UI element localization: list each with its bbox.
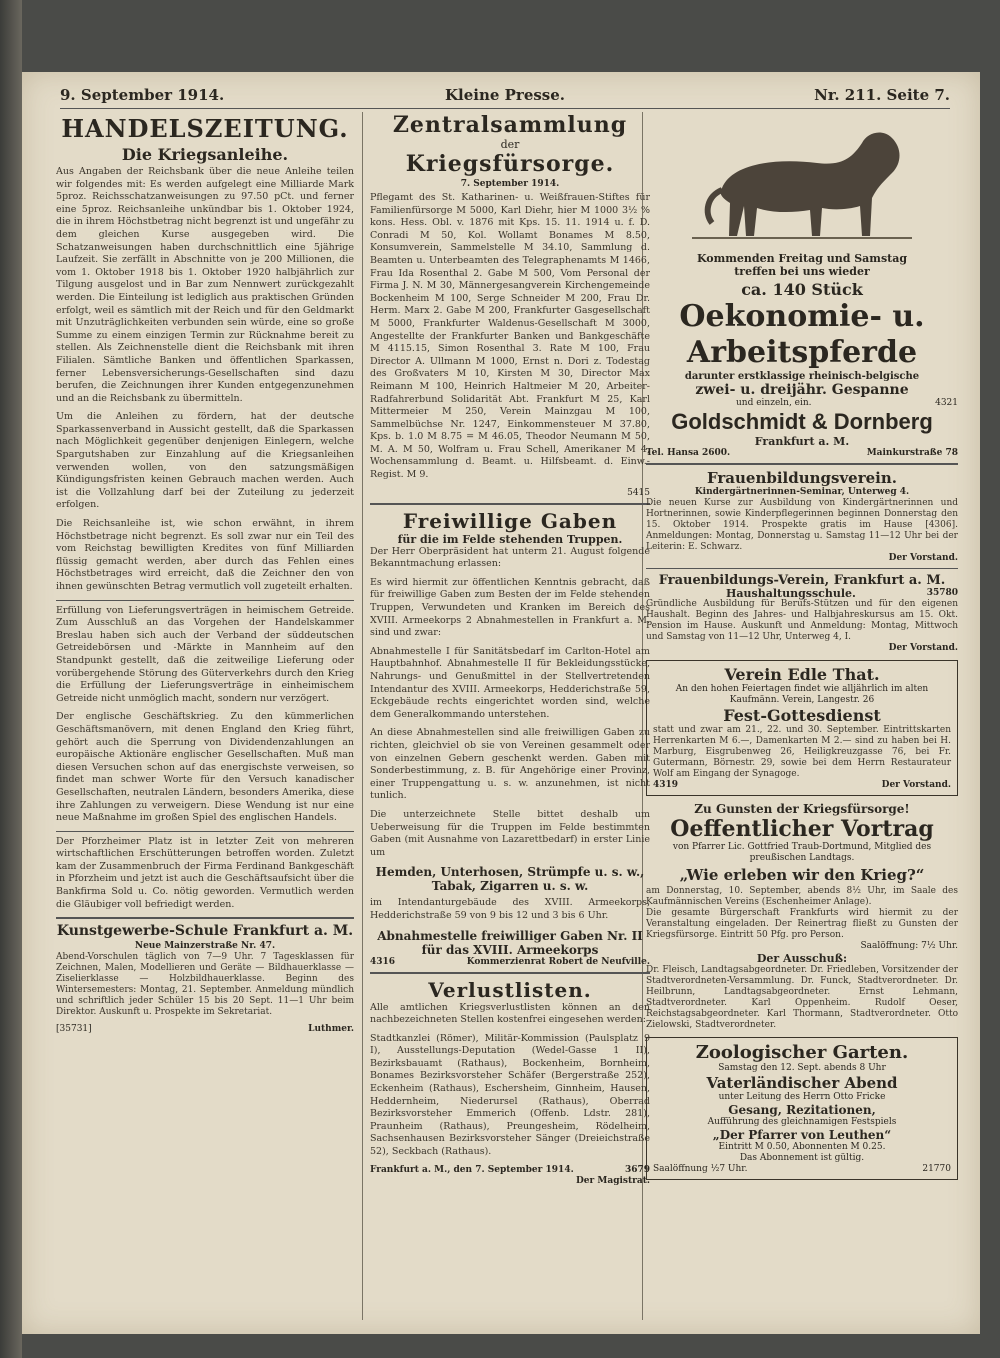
item-line: Tabak, Zigarren u. s. w. (431, 879, 589, 894)
section-title: Freiwillige Gaben (402, 508, 618, 533)
article-paragraph: Alle amtlichen Kriegsverlustlisten können an den nachbezeichneten Stellen kostenfrei eingesehen werden: (370, 1001, 650, 1026)
page-header (60, 86, 950, 109)
divider (646, 463, 958, 465)
book-binding (0, 0, 22, 1358)
ad-subtitle: Neue Mainzerstraße Nr. 47. (134, 941, 276, 952)
lecture-title: „Wie erleben wir den Krieg?“ (679, 866, 925, 884)
divider (56, 917, 354, 919)
signature-line: für das XVIII. Armeekorps (421, 942, 599, 957)
ad-text: Eintritt M 0.50, Abonnenten M 0.25. (718, 1142, 886, 1152)
section-date: 7. September 1914. (460, 179, 560, 189)
donation-list: Pflegamt des St. Katharinen- u. Weißfrauen-Stiftes für Familienfürsorge M 5000, Karl Diehr, hier M 1000 3½ % kons. Hess. Obl. v. 1876 mit Kps. 15. 11. 1914 u. f. D. Conradi M 50, Kol. Wollamt Bonames M 8.50, Konsumverein, Sammelstelle M 34.10, Sammlung d. Beamten u. Unterbeamten des Telegraphenamts M 1466, Frau Ida Rosenthal 2. Gabe M 500, Vom Personal der Firma J. N. M 30, Männergesangverein Kirchengemeinde Bockenheim M 100, Serge Schneider M 200, Frau Dr. Herm. Marx 2. Gabe M 200, Frankfurter Gasgesellschaft M 5000, Frankfurter Waldenus-Gesellschaft M 3000, Angestellte der Frankfurter Banken und Bankgeschäfte M 4115.15, Simon Rosenthal 3. Rate M 100, Frau Director A. Ullmann M 1000, Ernst n. Dori z. Todestag des Großvaters M 10, Kirsten M 30, Director Max Reimann M 100, Heinrich Haltmeier M 20, Arbeiter-Radfahrerbund Solidarität Abt. Frankfurt M 25, Karl Mittermeier M 250, Verein Mainzgau M 100, Sammelbüchse Nr. 1247, Einkommensteuer M 37.80, Kps. b. 1.0 M 8.75 = M 46.05, Theodor Neumann M 50, M. A. M 50, Wolfram u. Frau Schell, Amerikaner M 4, Wochensammlung d. Beamt. u. Hilfsbeamt. d. Einw.-Regist. M 9. (370, 192, 650, 481)
divider (56, 831, 354, 832)
divider (56, 600, 354, 601)
ad-firm: Goldschmidt & Dornberg (671, 409, 933, 434)
ad-line: darunter erstklassige rheinisch-belgische (684, 371, 920, 382)
ad-line: Kommenden Freitag und Samstag (696, 252, 908, 265)
section-title-connector: der (500, 138, 520, 151)
list-number: 5415 (627, 487, 650, 498)
divider (370, 972, 650, 974)
article-paragraph: Erfüllung von Lieferungsverträgen in heimischem Getreide. Zum Ausschluß an das Vorgehen der Handelskammer Breslau haben sich auch der Verband der süddeutschen Getreidebörsen und -Märkte in Mannheim auf den Standpunkt gestellt, daß die zeitweilige Lieferung oder vorübergehende Störung des Güterverkehrs durch den Krieg die Erfüllung der Lieferungsverträge in einheimischem Getreide nicht unmöglich macht, sondern nur verzögert. (56, 604, 354, 704)
ad-text: Aufführung des gleichnamigen Festspiels (707, 1117, 897, 1127)
ad-number: [35731] (56, 1024, 92, 1035)
article-paragraph: Der englische Geschäftskrieg. Zu den kümmerlichen Geschäftsmanövern, mit denen England den Krieg führt, gehört auch die Sperrung von Dividendenzahlungen an europäische Aktionäre englischer Gesellschaften. Muß man diesen Versuchen schon auf das energischste verweisen, so findet man schwer Worte für den Versuch kanadischer Gesellschaften, neutralen Ländern, besonders Amerika, diese ihre Zahlungen zu verweigern. Diese Wendung ist nur eine neue Maßnahme im großen Spiel des englischen Handels. (56, 711, 354, 824)
ad-title: Frauenbildungs-Verein, Frankfurt a. M. (658, 573, 946, 588)
ad-headline: Vaterländischer Abend (706, 1074, 898, 1092)
item-line: Hemden, Unterhosen, Strümpfe u. s. w., (375, 865, 645, 880)
committee-title: Der Ausschuß: (756, 952, 848, 965)
article-paragraph: Abnahmestelle I für Sanitätsbedarf im Carlton-Hotel am Hauptbahnhof. Abnahmestelle II für Bekleidungsstücke, Nahrungs- und Genußmittel in der Stellvertretenden Intendantur des XVIII. Armeekorps, Hedderichstraße 59, Eckgebäude rechts eingerichtet worden sind, welche dem Generalkommando unterstehen. (370, 645, 650, 720)
ad-address: Mainkurstraße 78 (866, 448, 958, 458)
article-paragraph: Der Herr Oberpräsident hat unterm 21. August folgende Bekanntmachung erlassen: (370, 545, 650, 570)
ad-title: Verein Edle That. (724, 665, 880, 684)
section-title: HANDELSZEITUNG. (61, 114, 349, 143)
ad-headline: Oeffentlicher Vortrag (670, 816, 934, 842)
ad-headline: Fest-Gottesdienst (723, 706, 881, 725)
ad-box-zoo (646, 1037, 958, 1180)
ad-city: Frankfurt a. M. (754, 435, 850, 448)
header-issue: Nr. 211. Seite 7. (814, 86, 950, 104)
ad-text: An den hohen Feiertagen findet wie alljährlich im alten Kaufmänn. Verein, Langestr. 26 (675, 684, 929, 705)
notice-date: Frankfurt a. M., den 7. September 1914. (370, 1164, 574, 1175)
ad-box-edle-that (646, 660, 958, 796)
article-paragraph: Um die Anleihen zu fördern, hat der deutsche Sparkassenverband in Aussicht gestellt, daß die Sparkassen nach Möglichkeit gegenüber denjenigen Einlegern, welche Spargutshaben zur Einzahlung auf die Kriegsanleihen verwenden wollen, von den satzungsmäßigen Kündigungsfristen keinen Gebrauch machen werden. Auch ist die Vollzahlung darf bei der Zuteilung zu jederzeit erfolgen. (56, 411, 354, 511)
ad-text: am Donnerstag, 10. September, abends 8½ Uhr, im Saale des Kaufmännischen Vereins (Eschenheimer Anlage). (646, 886, 958, 907)
column-divider (362, 112, 363, 1320)
ad-text: von Pfarrer Lic. Gottfried Traub-Dortmund, Mitglied des preußischen Landtags. (672, 842, 932, 863)
section-title: Kriegsfürsorge. (405, 151, 615, 177)
ad-text: Saalöffnung: 7½ Uhr. (860, 941, 958, 951)
ad-text: Gründliche Ausbildung für Berufs-Stützen und für den eigenen Haushalt. Beginn des Jahres- und Halbjahreskursus am 15. Okt. Pension im Hause. Auskunft und Anmeldung: Montag, Mittwoch und Samstag von 11—12 Uhr, Unterweg 4, I. (646, 599, 958, 642)
column-handelszeitung (56, 112, 354, 1320)
ad-signature: Luthmer. (308, 1024, 354, 1035)
ad-text: Abend-Vorschulen täglich von 7—9 Uhr. 7 Tagesklassen für Zeichnen, Malen, Modellieren und Geräte — Bildhauerklasse — Ziselierklasse — Holzbildhauerklasse. Beginn des Wintersemesters: Montag, 21. September. Anmeldung mündlich und schriftlich jeder Schüler 15 bis 20 Sept. 11—1 Uhr beim Direktor. Auskunft u. Prospekte im Sekretariat. (56, 952, 354, 1018)
article-paragraph: An diese Abnahmestellen sind alle freiwilligen Gaben zu richten, gleichviel ob sie von Vereinen gesammelt oder von einzelnen Gebern geschenkt werden. Gaben mit Sonderbestimmung, z. B. für Angehörige einer Provinz, einer Truppengattung u. s. w. anzunehmen, ist nicht tunlich. (370, 727, 650, 802)
ad-text: unter Leitung des Herrn Otto Fricke (718, 1092, 886, 1102)
signature-name: Kommerzienrat Robert de Neufville. (466, 956, 650, 967)
ad-text: Samstag den 12. Sept. abends 8 Uhr (718, 1063, 886, 1073)
ad-number: 35780 (926, 588, 958, 598)
ad-line: treffen bei uns wieder (734, 265, 870, 278)
ad-line: ca. 140 Stück (741, 280, 863, 299)
ad-title: Frauenbildungsverein. (706, 469, 897, 487)
header-date: 9. September 1914. (60, 86, 225, 104)
ad-number: 4319 (653, 780, 679, 790)
section-subtitle: für die im Felde stehenden Truppen. (397, 532, 623, 546)
signature-name: Der Magistrat. (576, 1175, 650, 1186)
ad-title: Kunstgewerbe-Schule Frankfurt a. M. (56, 923, 354, 940)
article-paragraph: Der Pforzheimer Platz ist in letzter Zeit von mehreren wirtschaftlichen Erschütterungen betroffen worden. Zuletzt kam der Zusammenbruch der Firma Ferdinand Bankgeschäft in Pforzheim und jetzt ist auch die Geschäftsaufsicht über die Bankfirma Sold u. Co. nötig geworden. Vermutlich werden die Gläubiger voll befriedigt werden. (56, 835, 354, 910)
ad-text: Saalöffnung ½7 Uhr. (653, 1164, 748, 1174)
ad-number: 4316 (370, 956, 396, 967)
ad-line: zwei- u. dreijähr. Gespanne (695, 382, 909, 398)
ad-title: Zoologischer Garten. (695, 1042, 909, 1063)
ad-line: und einzeln, ein. (736, 398, 812, 408)
ad-text: Das Abonnement ist gültig. (739, 1153, 865, 1163)
ad-headline: Oekonomie- u. (679, 299, 925, 334)
ad-headline: Arbeitspferde (686, 335, 918, 370)
committee-names: Dr. Fleisch, Landtagsabgeordneter. Dr. Friedleben, Vorsitzender der Stadtverordneten-Versammlung. Dr. Funck, Stadtverordneter. Dr. Heilbrunn, Landtagsabgeordneter. Ernst Lehmann, Stadtverordneter. Karl Oppenheim. Rudolf Oeser, Reichstagsabgeordneter. Karl Thormann, Stadtverordneter. Otto Zielowski, Stadtverordneter. (646, 965, 958, 1030)
ad-text: Die gesamte Bürgerschaft Frankfurts wird hiermit zu der Veranstaltung eingeladen. Der Reinertrag fließt zu Gunsten der Kriegsfürsorge. Eintritt 50 Pfg. pro Person. (646, 908, 958, 940)
divider (370, 503, 650, 505)
play-title: „Der Pfarrer von Leuthen“ (712, 1128, 892, 1142)
ad-number: 21770 (922, 1164, 951, 1174)
newspaper-page (22, 72, 980, 1334)
section-title: Verlustlisten. (428, 977, 592, 1002)
ad-number: 4321 (935, 398, 958, 408)
ad-signature: Der Vorstand. (888, 553, 958, 563)
article-paragraph: Es wird hiermit zur öffentlichen Kenntnis gebracht, daß für freiwillige Gaben zum Besten der im Felde stehenden Truppen, Verwundeten und Kranken im Bereich des XVIII. Armeekorps 2 Abnahmestellen in Frankfurt a. M. sind und zwar: (370, 576, 650, 639)
ad-line: Zu Gunsten der Kriegsfürsorge! (694, 802, 910, 816)
ad-telephone: Tel. Hansa 2600. (646, 448, 731, 458)
column-advertisements (646, 112, 958, 1320)
divider (646, 568, 958, 569)
ad-number: 3679 (624, 1164, 650, 1175)
signature-line: Abnahmestelle freiwilliger Gaben Nr. II (377, 928, 643, 943)
header-paper-name: Kleine Presse. (444, 86, 566, 104)
article-paragraph: Aus Angaben der Reichsbank über die neue Anleihe teilen wir folgendes mit: Es werden aufgelegt eine Milliarde Mark 5proz. Reichsschatzanweisungen zu 97.50 pCt. und ferner eine 5proz. Reichsanleihe unkündbar bis 1. Oktober 1924, die in ihrem Höchstbetrag nicht begrenzt ist und ungefähr zu dem gleichen Kurse ausgegeben wird. Die Schatzanweisungen haben durchschnittlich eine 5jährige Laufzeit. Sie zerfällt in Abschnitte von je 200 Millionen, die vom 1. Oktober 1918 bis 1. Oktober 1920 halbjährlich zur Tilgung ausgelost und in Bar zum Nennwert zurückgezahlt werden. Die Einteilung ist lediglich aus praktischen Gründen erfolgt, weil es sämtlich mit der Reich und für den Geldmarkt mit Unzuträglichkeiten verbunden sein würde, eine so große Summe zu einem einzigen Termin zur Rücknahme bereit zu stellen. Als Zeichnenstelle dient die Reichsbank mit ihren Filialen. Sämtliche Banken und öffentlichen Sparkassen, ferner Lebensversicherungs-Gesellschaften sind dazu berufen, die Zeichnungen ihrer Kunden entgegenzunehmen und an die Reichsbank zu übermitteln. (56, 166, 354, 404)
ad-text: Gesang, Rezitationen, (728, 1103, 876, 1117)
ad-text: statt und zwar am 21., 22. und 30. September. Eintrittskarten Herrenkarten M 6.—, Damenkarten M 2.— sind zu haben bei H. Marburg, Eisgrubenweg 26, Heiligkreuzgasse 76, bei Fr. Gutermann, Börnestr. 29, sowie bei dem Herrn Restaurateur Wolf am Eingang der Synagoge. (653, 725, 951, 779)
location-list: Stadtkanzlei (Römer), Militär-Kommission (Paulsplatz 9 I), Ausstellungs-Deputation (Wedel-Gasse 1 II), Bezirksbauamt (Rathaus), Bockenheim, Bornheim, Bonames Bezirksvorsteher Schäfer (Bergerstraße 252), Eckenheim (Rathaus), Eschersheim, Ginnheim, Hausen, Heddernheim, Niederursel (Rathaus), Oberrad Bezirksvorsteher Emmerich (Offenb. Ldstr. 281), Praunheim (Rathaus), Preungesheim, Rödelheim, Sachsenhausen Bezirksvorsteher Sänger (Dreieichstraße 52), Seckbach (Rathaus). (370, 1032, 650, 1158)
horse-illustration (682, 118, 922, 248)
article-paragraph: Die unterzeichnete Stelle bittet deshalb um Ueberweisung für die Truppen im Felde bestimmten Gaben (mit Ausnahme von Lazarettbedarf) in erster Linie um (370, 808, 650, 858)
ad-signature: Der Vorstand. (888, 643, 958, 653)
ad-subtitle: Haushaltungsschule. (726, 587, 856, 600)
section-title: Zentralsammlung (392, 112, 628, 138)
ad-text: Die neuen Kurse zur Ausbildung von Kindergärtnerinnen und Hortnerinnen, sowie Kinderpflegerinnen beginnen Donnerstag den 15. Oktober 1914. Prospekte gratis im Hause [4306]. Anmeldungen: Montag, Donnerstag u. Samstag 11—12 Uhr bei der Leiterin: E. Schwarz. (646, 498, 958, 552)
article-title: Die Kriegsanleihe. (121, 145, 289, 164)
ad-signature: Der Vorstand. (881, 780, 951, 790)
article-paragraph: im Intendanturgebäude des XVIII. Armeekorps, Hedderichstraße 59 von 9 bis 12 und 3 bis 6 Uhr. (370, 897, 650, 921)
article-paragraph: Die Reichsanleihe ist, wie schon erwähnt, in ihrem Höchstbetrage nicht begrenzt. Es soll zwar nur ein Teil des vom Reichstag bewilligten Kredites von fünf Milliarden flüssig gemacht werden, aber durch das Fehlen eines Höchstbetrages wird erreicht, daß die Zeichner den von ihnen gewünschten Betrag vermutlich voll zugeteilt erhalten. (56, 518, 354, 592)
column-kriegsfuersorge (370, 112, 650, 1320)
ad-subtitle: Kindergärtnerinnen-Seminar, Unterweg 4. (694, 487, 910, 497)
